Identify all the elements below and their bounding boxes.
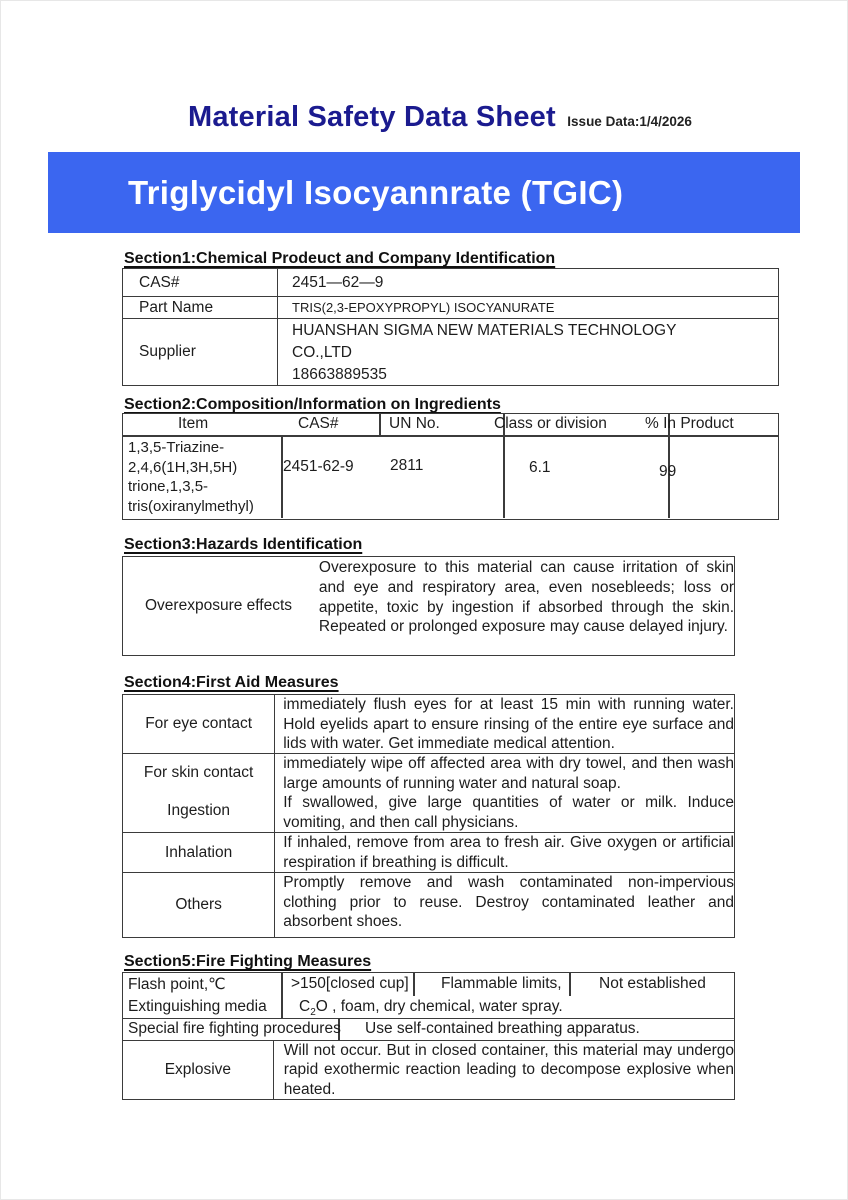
product-banner [48,152,800,233]
col-header-un: UN No. [389,415,440,432]
others-label: Others [123,873,275,937]
explosive-label: Explosive [123,1041,274,1099]
flammable-limits-value: Not established [599,975,706,992]
section2-heading: Section2:Composition/Information on Ingredients [124,396,501,413]
table-row [123,873,734,937]
section3-heading: Section3:Hazards Identification [124,536,363,553]
supplier-line: HUANSHAN SIGMA NEW MATERIALS TECHNOLOGY [292,322,677,339]
section1-table [122,268,779,386]
table-row [123,297,778,319]
eye-contact-text: immediately flush eyes for at least 15 min with running water. Hold eyelids apart to ensure rinsing of the entire eye surface and lids with water. Get immediate medical attention. [283,696,734,753]
document-header [188,101,692,134]
ingredient-un: 2811 [390,457,424,474]
overexposure-text: Overexposure to this material can cause irritation of skin and eye and respiratory area, even nosebleeds; loss or appetite, toxic by ingestion if absorbed through the skin. Repeated or prolonged exposure may cause delayed injury. [318,559,734,636]
skin-contact-label: For skin contact [143,764,254,781]
ext-suffix: O , foam, dry chemical, water spray. [315,998,563,1015]
flash-point-label: Flash point,℃ [128,976,226,993]
skin-contact-text: immediately wipe off affected area with dry towel, and then wash large amounts of running water and natural soap. [283,755,734,792]
section2-table [122,413,779,520]
section5-heading: Section5:Fire Fighting Measures [124,953,372,970]
supplier-line: CO.,LTD [292,344,352,361]
header-divider-line [123,435,778,437]
table-row [123,319,778,385]
column-divider-line [281,973,283,1019]
extinguishing-media-label: Extinguishing media [128,998,267,1015]
supplier-value [278,319,778,385]
ingredient-name [128,438,254,516]
overexposure-label: Overexposure effects [145,597,293,614]
product-name: Triglycidyl Isocyannrate (TGIC) [128,174,624,211]
ingredient-name-line: trione,1,3,5- [128,478,209,495]
inner-divider-line [413,973,415,996]
col-header-class: Class or division [494,415,607,432]
table-row [123,973,734,1019]
document-title: Material Safety Data Sheet [188,101,556,133]
column-divider-line [281,435,283,518]
ingredient-class: 6.1 [529,459,551,476]
inhalation-label: Inhalation [123,833,275,872]
explosive-text: Will not occur. But in closed container, this material may undergo rapid exothermic reaction leading to decompose explosive when heated. [283,1042,734,1098]
col-header-item: Item [178,415,209,432]
table-row [123,833,734,873]
extinguishing-media-value [299,998,563,1018]
section1-heading: Section1:Chemical Prodeuct and Company Identification [124,250,556,267]
supplier-line: 18663889535 [292,366,387,383]
skin-ingestion-texts [275,754,734,832]
flash-point-value: >150[closed cup] [291,975,409,992]
special-procedures-value: Use self-contained breathing apparatus. [365,1020,640,1037]
section5-table [122,972,735,1100]
ingredient-cas: 2451-62-9 [283,458,354,475]
ingredient-name-line: 1,3,5-Triazine- [128,439,225,456]
part-name-value: TRIS(2,3-EPOXYPROPYL) ISOCYANURATE [292,300,555,315]
table-row [123,1041,734,1099]
col-header-percent: % In Product [645,415,734,432]
part-name-label: Part Name [123,297,278,318]
ingredient-name-line: tris(oxiranylmethyl) [128,497,254,515]
inner-divider-line [569,973,571,996]
table-row [123,754,734,833]
eye-contact-label: For eye contact [123,695,275,753]
ingredient-percent: 99 [659,463,677,480]
column-divider-line [379,414,381,435]
ingestion-text: If swallowed, give large quantities of water or milk. Induce vomiting, and then call physicians. [283,794,734,832]
special-procedures-label: Special fire fighting procedures [128,1020,341,1037]
issue-date: Issue Data:1/4/2026 [567,114,692,129]
table-row [123,269,778,297]
flammable-limits-label: Flammable limits, [441,975,562,992]
ingestion-label: Ingestion [167,802,231,819]
inhalation-text: If inhaled, remove from area to fresh air. Give oxygen or artificial respiration if breathing is difficult. [283,834,734,871]
cas-label: CAS# [123,269,278,296]
section3-table [122,556,735,656]
ext-subscript: 2 [310,1007,316,1019]
supplier-label: Supplier [123,319,278,385]
ext-prefix: C [299,998,311,1015]
section4-table [122,694,735,938]
cas-value: 2451—62—9 [292,273,384,291]
section4-heading: Section4:First Aid Measures [124,674,339,691]
ingredient-name-line: 2,4,6(1H,3H,5H) [128,458,238,476]
col-header-cas: CAS# [298,415,339,432]
table-row [123,1019,734,1041]
skin-ingestion-labels [123,754,275,832]
table-row [123,695,734,754]
others-text: Promptly remove and wash contaminated non-impervious clothing prior to reuse. Destroy contaminated leather and absorbent shoes. [283,874,734,931]
